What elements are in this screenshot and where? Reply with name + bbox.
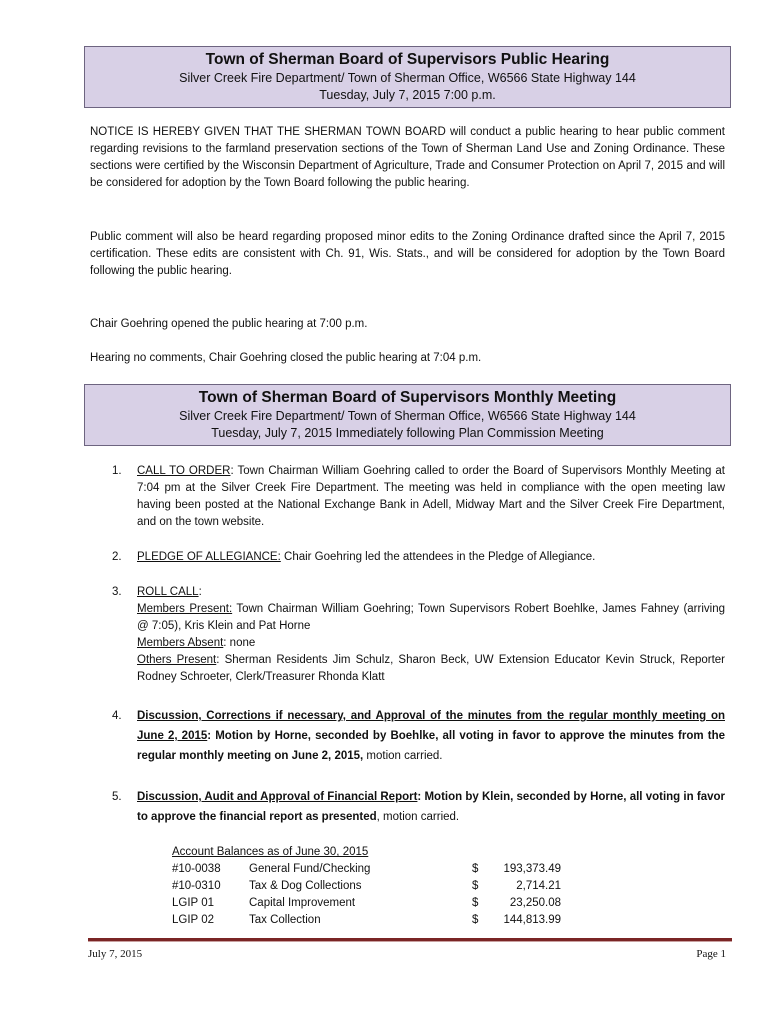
currency-symbol: $ xyxy=(472,880,479,892)
others-present-label: Others Present xyxy=(137,654,217,666)
agenda-item-number: 1. xyxy=(112,465,122,477)
public-hearing-header xyxy=(84,46,731,108)
monthly-meeting-header xyxy=(84,384,731,446)
table-row xyxy=(172,861,572,878)
agenda-item-number: 3. xyxy=(112,586,122,598)
agenda-item-heading: ROLL CALL xyxy=(137,586,199,598)
agenda-item-heading: Discussion, Corrections if necessary, and Approval of the minutes from the regular monthly meeting on June 2, 2015 xyxy=(137,710,725,742)
agenda-item-tail: motion carried. xyxy=(363,750,443,762)
currency-symbol: $ xyxy=(472,914,479,926)
currency-symbol: $ xyxy=(472,863,479,875)
members-absent-text: : none xyxy=(223,637,256,649)
public-hearing-title: Town of Sherman Board of Supervisors Public Hearing xyxy=(205,51,610,68)
public-comment-paragraph: Public comment will also be heard regarding proposed minor edits to the Zoning Ordinance drafted since the April 7, 2015 certification. These edits are consistent with Ch. 91, Wis. Stats., and will be considered for adoption by the Town Board following the public hearing. xyxy=(90,231,725,277)
roll-call-colon: : xyxy=(198,586,202,598)
agenda-item-motion: : Motion by Horne, seconded by Boehlke, all voting in favor to approve the minutes from the regular monthly meeting on June 2, 2015, xyxy=(137,730,725,762)
members-present-text: Town Chairman William Goehring; Town Supervisors Robert Boehlke, James Fahney (arriving @ 7:05), Kris Klein and Pat Horne xyxy=(137,603,725,632)
public-hearing-datetime: Tuesday, July 7, 2015 7:00 p.m. xyxy=(319,88,496,102)
agenda-item-number: 4. xyxy=(112,710,122,722)
agenda-item-number: 2. xyxy=(112,551,122,563)
account-description: Capital Improvement xyxy=(249,897,356,909)
agenda-item-motion: : Motion by Klein, seconded by Horne, all voting in favor to approve the financial report as presented xyxy=(137,791,725,823)
footer-date: July 7, 2015 xyxy=(88,948,143,960)
table-row xyxy=(172,912,572,929)
monthly-meeting-title: Town of Sherman Board of Supervisors Monthly Meeting xyxy=(198,389,617,406)
account-description: Tax Collection xyxy=(249,914,321,926)
agenda-item-number: 5. xyxy=(112,791,122,803)
table-row xyxy=(172,878,572,895)
hearing-closed-paragraph: Hearing no comments, Chair Goehring closed the public hearing at 7:04 p.m. xyxy=(90,352,482,364)
public-hearing-location: Silver Creek Fire Department/ Town of Sherman Office, W6566 State Highway 144 xyxy=(179,71,636,85)
members-present-label: Members Present: xyxy=(137,603,233,615)
table-row xyxy=(172,895,572,912)
agenda-item-call-to-order xyxy=(112,463,725,531)
account-description: Tax & Dog Collections xyxy=(249,880,362,892)
members-present xyxy=(137,601,725,635)
account-amount: 23,250.08 xyxy=(509,897,561,909)
account-code: #10-0038 xyxy=(172,863,221,875)
monthly-meeting-location: Silver Creek Fire Department/ Town of Sherman Office, W6566 State Highway 144 xyxy=(179,409,636,423)
agenda-item-pledge xyxy=(112,549,725,566)
members-absent xyxy=(137,635,725,652)
members-absent-label: Members Absent xyxy=(137,637,224,649)
agenda-item-financial-report xyxy=(112,787,725,827)
account-amount: 144,813.99 xyxy=(503,914,561,926)
account-code: LGIP 02 xyxy=(172,914,214,926)
account-amount: 2,714.21 xyxy=(516,880,561,892)
account-code: LGIP 01 xyxy=(172,897,214,909)
account-balances-header: Account Balances as of June 30, 2015 xyxy=(172,846,369,858)
hearing-opened-paragraph: Chair Goehring opened the public hearing at 7:00 p.m. xyxy=(90,318,368,330)
agenda-item-heading: CALL TO ORDER xyxy=(137,465,231,477)
currency-symbol: $ xyxy=(472,897,479,909)
account-amount: 193,373.49 xyxy=(503,863,561,875)
account-description: General Fund/Checking xyxy=(249,863,371,875)
agenda-item-roll-call xyxy=(112,584,725,686)
others-present xyxy=(137,652,725,686)
agenda-item-tail: , motion carried. xyxy=(376,811,460,823)
account-balances-table xyxy=(172,844,572,929)
footer-page-number: Page 1 xyxy=(696,948,726,960)
agenda-item-heading: PLEDGE OF ALLEGIANCE: xyxy=(137,551,281,563)
hearing-notice-paragraph: NOTICE IS HEREBY GIVEN THAT THE SHERMAN TOWN BOARD will conduct a public hearing to hear public comment regarding revisions to the farmland preservation sections of the Town of Sherman Land Use and Zoning Ordinance. These sections were certified by the Wisconsin Department of Agriculture, Trade and Consumer Protection on April 7, 2015 and will be considered for adoption by the Town Board following the public hearing. xyxy=(90,126,725,189)
agenda-item-text: : Town Chairman William Goehring called to order the Board of Supervisors Monthly Meeting at 7:04 pm at the Silver Creek Fire Department. The meeting was held in compliance with the open meeting law having been posted at the National Exchange Bank in Adell, Midway Mart and the Silver Creek Fire Department, and on the town website. xyxy=(137,465,725,528)
agenda-item-text: Chair Goehring led the attendees in the Pledge of Allegiance. xyxy=(280,551,596,563)
agenda-item-heading: Discussion, Audit and Approval of Financial Report xyxy=(137,791,418,803)
monthly-meeting-datetime: Tuesday, July 7, 2015 Immediately following Plan Commission Meeting xyxy=(211,426,604,440)
footer-divider xyxy=(88,938,732,942)
agenda-item-minutes-approval xyxy=(112,706,725,766)
account-code: #10-0310 xyxy=(172,880,221,892)
others-present-text: : Sherman Residents Jim Schulz, Sharon Beck, UW Extension Educator Kevin Struck, Reporter Rodney Schroeter, Clerk/Treasurer Rhonda Klatt xyxy=(137,654,726,683)
